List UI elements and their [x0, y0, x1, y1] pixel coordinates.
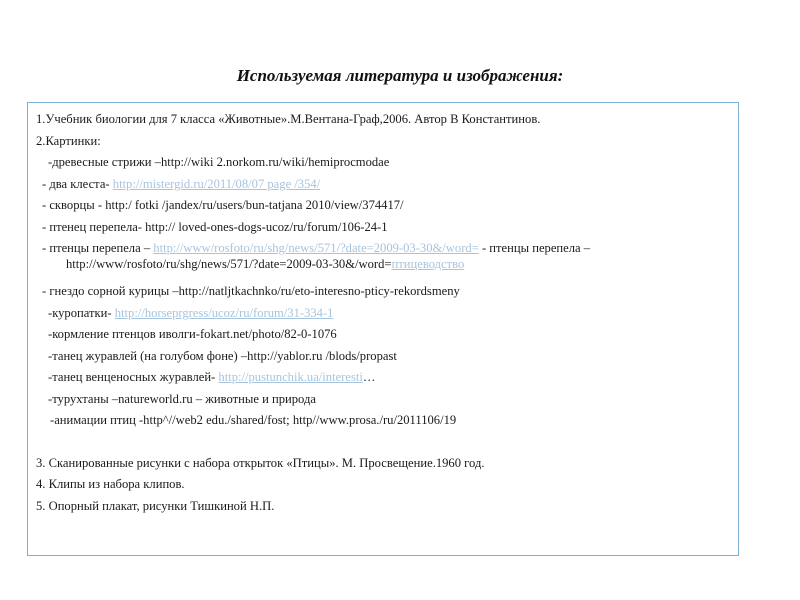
- crowned-cranes-link[interactable]: http://pustunchik.ua/interesti: [218, 370, 363, 384]
- reference-swifts: -древесные стрижи –http://wiki 2.norkom.ru/wiki/hemiprocmodae: [48, 155, 390, 169]
- reference-ruffs: -турухтаны –natureworld.ru – животные и природа: [48, 392, 316, 406]
- reference-crane-dance: -танец журавлей (на голубом фоне) –http://yablor.ru /blods/propast: [48, 349, 397, 363]
- reference-megapode-nest: - гнездо сорной курицы –http://natljtkachnko/ru/eto-interesno-pticy-rekordsmeny: [42, 284, 460, 298]
- reference-quail-chick: - птенец перепела- http:// loved-ones-dogs-ucoz/ru/forum/106-24-1: [42, 220, 388, 234]
- reference-poster: 5. Опорный плакат, рисунки Тишкиной Н.П.: [36, 499, 275, 513]
- reference-crowned-cranes-tail: …: [362, 370, 376, 384]
- crossbills-link[interactable]: http://mistergid.ru/2011/08/07 page /354/: [112, 177, 321, 191]
- reference-quail-chicks: [42, 240, 732, 272]
- reference-scanned-drawings: 3. Сканированные рисунки с набора открыток «Птицы». М. Просвещение.1960 год.: [36, 456, 485, 470]
- reference-textbook: 1.Учебник биологии для 7 класса «Животные».М.Вентана-Граф,2006. Автор В Константинов.: [36, 112, 541, 126]
- reference-pictures-heading: 2.Картинки:: [36, 134, 101, 148]
- partridges-link[interactable]: http://horseprgress/ucoz/ru/forum/31-334-1: [114, 306, 334, 320]
- reference-crossbills: [42, 176, 320, 192]
- reference-bird-animations: -анимации птиц -http^//web2 edu./shared/fost; http//www.prosa./ru/2011106/19: [50, 413, 457, 427]
- reference-quail-chicks-tail: - птенцы перепела –: [478, 241, 591, 255]
- quail-chicks-url-text: http://www/rosfoto/ru/shg/news/571/?date=2009-03-30&/word=: [66, 257, 392, 271]
- reference-quail-chicks-continuation: [42, 256, 732, 272]
- reference-partridges-text: -куропатки-: [48, 306, 115, 320]
- reference-starlings: - скворцы - http:/ fotki /jandex/ru/users/bun-tatjana 2010/view/374417/: [42, 198, 404, 212]
- poultry-link[interactable]: птицеводство: [391, 257, 465, 271]
- reference-crowned-cranes-text: -танец венценосных журавлей-: [48, 370, 219, 384]
- reference-partridges: [48, 305, 333, 321]
- reference-oriole-feeding: -кормление птенцов иволги-fokart.net/photo/82-0-1076: [48, 327, 337, 341]
- reference-crowned-cranes: [48, 369, 375, 385]
- page-title: Используемая литература и изображения:: [236, 66, 564, 85]
- reference-clips: 4. Клипы из набора клипов.: [36, 477, 185, 491]
- quail-chicks-link[interactable]: http://www/rosfoto/ru/shg/news/571/?date=2009-03-30&/word=: [153, 241, 479, 255]
- reference-quail-chicks-text: - птенцы перепела –: [42, 241, 154, 255]
- references-box: [27, 102, 739, 556]
- reference-crossbills-text: - два клеста-: [42, 177, 113, 191]
